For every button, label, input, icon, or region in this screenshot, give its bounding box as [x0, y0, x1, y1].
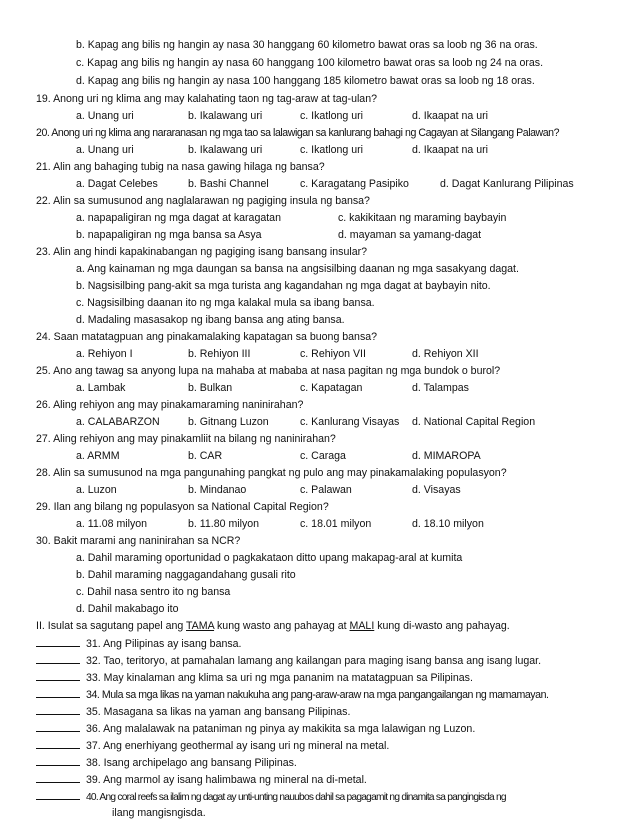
q21-option-a: a. Dagat Celebes: [76, 178, 158, 190]
question-25: 25. Ano ang tawag sa anyong lupa na mahaba at mababa at nasa pagitan ng mga bundok o burol?: [36, 365, 501, 377]
answer-blank[interactable]: [36, 653, 80, 664]
part2-text-pre: II. Isulat sa sagutang papel ang: [36, 620, 186, 632]
q24-option-b: b. Rehiyon III: [188, 348, 251, 360]
question-24: 24. Saan matatagpuan ang pinakamalaking kapatagan sa buong bansa?: [36, 331, 378, 343]
tf-item-text: 31. Ang Pilipinas ay isang bansa.: [86, 638, 242, 650]
question-30: 30. Bakit marami ang naninirahan sa NCR?: [36, 535, 241, 547]
q19-option-b: b. Ikalawang uri: [188, 110, 263, 122]
tf-item-36: [36, 721, 475, 736]
q18-option-d: d. Kapag ang bilis ng hangin ay nasa 100 hanggang 185 kilometro bawat oras sa loob ng 18 oras.: [76, 75, 535, 87]
tf-item-37: [36, 738, 389, 753]
tf-item-39: [36, 772, 367, 787]
q23-option-b: b. Nagsisilbing pang-akit sa mga turista ang kagandahan ng mga dagat at baybayin nito.: [76, 280, 491, 292]
tf-item-40: [36, 789, 506, 805]
q20-option-c: c. Ikatlong uri: [300, 144, 364, 156]
q26-option-b: b. Gitnang Luzon: [188, 416, 269, 428]
tf-item-text: 38. Isang archipelago ang bansang Pilipinas.: [86, 757, 297, 769]
q28-option-a: a. Luzon: [76, 484, 117, 496]
q18-option-b: b. Kapag ang bilis ng hangin ay nasa 30 hanggang 60 kilometro bawat oras sa loob ng 36 na oras.: [76, 39, 538, 51]
q24-option-c: c. Rehiyon VII: [300, 348, 366, 360]
q28-option-b: b. Mindanao: [188, 484, 247, 496]
q25-option-b: b. Bulkan: [188, 382, 233, 394]
question-19: 19. Anong uri ng klima ang may kalahating taon ng tag-araw at tag-ulan?: [36, 93, 377, 105]
q29-option-d: d. 18.10 milyon: [412, 518, 484, 530]
tf-item-text: 32. Tao, teritoryo, at pamahalan lamang ang kailangan para maging isang bansa ang isang lugar.: [86, 655, 542, 667]
q26-option-a: a. CALABARZON: [76, 416, 160, 428]
q21-option-d: d. Dagat Kanlurang Pilipinas: [440, 178, 574, 190]
q24-option-a: a. Rehiyon I: [76, 348, 133, 360]
q27-option-a: a. ARMM: [76, 450, 120, 462]
answer-blank[interactable]: [36, 687, 80, 698]
tf-item-text: 35. Masagana sa likas na yaman ang bansang Pilipinas.: [86, 706, 351, 718]
tf-item-text: 36. Ang malalawak na pataniman ng pinya ay makikita sa mga lalawigan ng Luzon.: [86, 723, 476, 735]
q19-option-c: c. Ikatlong uri: [300, 110, 364, 122]
q30-option-d: d. Dahil makabago ito: [76, 603, 179, 615]
q27-option-b: b. CAR: [188, 450, 223, 462]
q23-option-d: d. Madaling masasakop ng ibang bansa ang ating bansa.: [76, 314, 345, 326]
tf-item-text: 39. Ang marmol ay isang halimbawa ng mineral na di-metal.: [86, 774, 367, 786]
part2-text-post: kung di-wasto ang pahayag.: [374, 620, 510, 632]
q20-option-a: a. Unang uri: [76, 144, 134, 156]
q30-option-a: a. Dahil maraming oportunidad o pagkakataon ditto upang makapag-aral at kumita: [76, 552, 463, 564]
question-21: 21. Alin ang bahaging tubig na nasa gawing hilaga ng bansa?: [36, 161, 325, 173]
tf-item-text: 40. Ang coral reefs sa ilalim ng dagat ay unti-unting nauubos dahil sa pagagamit ng dinamita sa pangingisda ng: [86, 792, 506, 803]
part2-tama-keyword: TAMA: [186, 620, 215, 632]
q27-option-d: d. MIMAROPA: [412, 450, 481, 462]
q25-option-a: a. Lambak: [76, 382, 126, 394]
question-28: 28. Alin sa sumusunod na mga pangunahing pangkat ng pulo ang may pinakamalaking populasyon?: [36, 467, 507, 479]
answer-blank[interactable]: [36, 755, 80, 766]
answer-blank[interactable]: [36, 636, 80, 647]
answer-blank[interactable]: [36, 738, 80, 749]
q29-option-a: a. 11.08 milyon: [76, 518, 148, 530]
part2-mali-keyword: MALI: [349, 620, 375, 632]
q24-option-d: d. Rehiyon XII: [412, 348, 479, 360]
tf-item-32: [36, 653, 541, 668]
question-27: 27. Aling rehiyon ang may pinakamliit na bilang ng naninirahan?: [36, 433, 336, 445]
tf-item-31: [36, 636, 241, 651]
q26-option-c: c. Kanlurang Visayas: [300, 416, 400, 428]
q28-option-d: d. Visayas: [412, 484, 461, 496]
q20-option-b: b. Ikalawang uri: [188, 144, 263, 156]
q20-option-d: d. Ikaapat na uri: [412, 144, 488, 156]
question-20: 20. Anong uri ng klima ang nararanasan ng mga tao sa lalawigan sa kanlurang bahagi ng Cagayan at Silangang Palawan?: [36, 127, 560, 139]
tf-item-text: 34. Mula sa mga likas na yaman nakukuha ang pang-araw-araw na mga pangangailangan ng mamamayan.: [86, 689, 549, 701]
tf-item-40-continuation: ilang mangisngisda.: [112, 807, 206, 819]
q23-option-c: c. Nagsisilbing daanan ito ng mga kalakal mula sa ibang bansa.: [76, 297, 375, 309]
question-23: 23. Alin ang hindi kapakinabangan ng pagiging isang bansang insular?: [36, 246, 368, 258]
q25-option-d: d. Talampas: [412, 382, 469, 394]
part2-text-mid: kung wasto ang pahayag at: [214, 620, 350, 632]
question-22: 22. Alin sa sumusunod ang naglalarawan ng pagiging insula ng bansa?: [36, 195, 370, 207]
q26-option-d: d. National Capital Region: [412, 416, 536, 428]
tf-item-34: [36, 687, 549, 702]
q23-option-a: a. Ang kainaman ng mga daungan sa bansa na angsisilbing daanan ng mga sasakyang dagat.: [76, 263, 519, 275]
q28-option-c: c. Palawan: [300, 484, 352, 496]
tf-item-text: 33. May kinalaman ang klima sa uri ng mga pananim na matatagpuan sa Pilipinas.: [86, 672, 473, 684]
q30-option-c: c. Dahil nasa sentro ito ng bansa: [76, 586, 231, 598]
q29-option-b: b. 11.80 milyon: [188, 518, 260, 530]
q25-option-c: c. Kapatagan: [300, 382, 363, 394]
tf-item-33: [36, 670, 473, 685]
q19-option-d: d. Ikaapat na uri: [412, 110, 488, 122]
answer-blank[interactable]: [36, 670, 80, 681]
tf-item-text: 37. Ang enerhiyang geothermal ay isang uri ng mineral na metal.: [86, 740, 390, 752]
tf-item-38: [36, 755, 297, 770]
q22-option-b: b. napapaligiran ng mga bansa sa Asya: [76, 229, 262, 241]
answer-blank[interactable]: [36, 704, 80, 715]
q22-option-a: a. napapaligiran ng mga dagat at karagatan: [76, 212, 281, 224]
q29-option-c: c. 18.01 milyon: [300, 518, 372, 530]
q21-option-c: c. Karagatang Pasipiko: [300, 178, 409, 190]
answer-blank[interactable]: [36, 721, 80, 732]
q27-option-c: c. Caraga: [300, 450, 346, 462]
q22-option-c: c. kakikitaan ng maraming baybayin: [338, 212, 507, 224]
q19-option-a: a. Unang uri: [76, 110, 134, 122]
tf-item-35: [36, 704, 350, 719]
answer-blank[interactable]: [36, 789, 80, 800]
answer-blank[interactable]: [36, 772, 80, 783]
q22-option-d: d. mayaman sa yamang-dagat: [338, 229, 482, 241]
question-29: 29. Ilan ang bilang ng populasyon sa National Capital Region?: [36, 501, 329, 513]
q30-option-b: b. Dahil maraming naggagandahang gusali rito: [76, 569, 296, 581]
q21-option-b: b. Bashi Channel: [188, 178, 269, 190]
part2-instructions: [36, 619, 510, 633]
question-26: 26. Aling rehiyon ang may pinakamaraming naninirahan?: [36, 399, 304, 411]
q18-option-c: c. Kapag ang bilis ng hangin ay nasa 60 hanggang 100 kilometro bawat oras sa loob ng 24 na oras.: [76, 57, 544, 69]
